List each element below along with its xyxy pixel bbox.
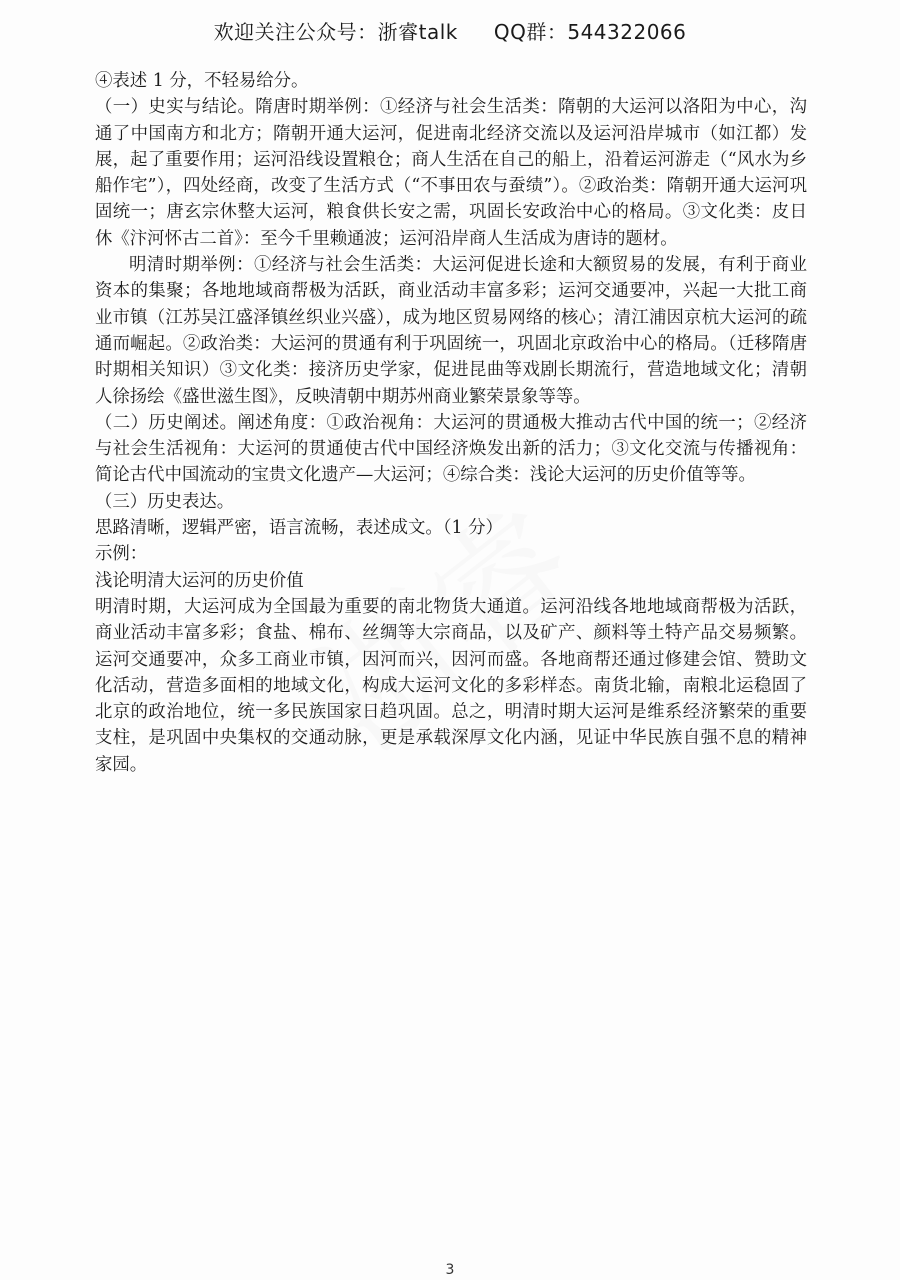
example-label: 示例： (95, 544, 148, 565)
example-essay: 明清时期，大运河成为全国最为重要的南北物货大通道。运河沿线各地地域商帮极为活跃，商业活动丰富多彩；食盐、棉布、丝绸等大宗商品，以及矿产、颜料等土特产品交易频繁。运河交通要冲，众多工商业市镇，因河而兴，因河而盛。各地商帮还通过修建会馆、赞助文化活动，营造多面相的地域文化，构成大运河文化的多彩样态。南货北输，南粮北运稳固了北京的政治地位，统一多民族国家日趋巩固。总之，明清时期大运河是维系经济繁荣的重要支柱，是巩固中央集权的交通动脉，更是承载深厚文化内涵，见证中华民族自强不息的精神家园。 (95, 596, 807, 775)
section-two-historical-explanation: （二）历史阐述。阐述角度：①政治视角：大运河的贯通极大推动古代中国的统一；②经济与社会生活视角：大运河的贯通使古代中国经济焕发出新的活力；③文化交流与传播视角：简论古代中国流动的宝贵文化遗产—大运河；④综合类：浅论大运河的历史价值等等。 (95, 412, 807, 486)
document-body (95, 68, 807, 778)
page-number: 3 (445, 1262, 455, 1278)
header-qq-text: QQ群：544322066 (493, 20, 687, 44)
section-three-criteria: 思路清晰，逻辑严密，语言流畅，表述成文。（1 分） (95, 518, 503, 539)
section-one-sui-tang: （一）史实与结论。隋唐时期举例：①经济与社会生活类：隋朝的大运河以洛阳为中心，沟通了中国南方和北方；隋朝开通大运河，促进南北经济交流以及运河沿岸城市（如江都）发展，起了重要作用；运河沿线设置粮仓；商人生活在自己的船上，沿着运河游走（“风水为乡船作宅”），四处经商，改变了生活方式（“不事田农与蚕绩”）。②政治类：隋朝开通大运河巩固统一；唐玄宗休整大运河，粮食供长安之需，巩固长安政治中心的格局。③文化类：皮日休《汴河怀古二首》：至今千里赖通波；运河沿岸商人生活成为唐诗的题材。 (95, 97, 807, 249)
section-one-ming-qing: 明清时期举例：①经济与社会生活类：大运河促进长途和大额贸易的发展，有利于商业资本的集聚；各地地域商帮极为活跃，商业活动丰富多彩；运河交通要冲，兴起一大批工商业市镇（江苏吴江盛泽镇丝织业兴盛），成为地区贸易网络的核心；清江浦因京杭大运河的疏通而崛起。②政治类：大运河的贯通有利于巩固统一，巩固北京政治中心的格局。（迁移隋唐时期相关知识）③文化类：接济历史学家，促进昆曲等戏剧长期流行，营造地域文化；清朝人徐扬绘《盛世滋生图》，反映清朝中期苏州商业繁荣景象等等。 (95, 255, 807, 407)
example-title: 浅论明清大运河的历史价值 (95, 570, 304, 591)
header-wechat-text: 欢迎关注公众号：浙睿talk (213, 20, 458, 44)
section-three-heading: （三）历史表达。 (95, 491, 235, 512)
page-header (0, 16, 900, 45)
scoring-note: ④表述 1 分，不轻易给分。 (95, 71, 309, 91)
